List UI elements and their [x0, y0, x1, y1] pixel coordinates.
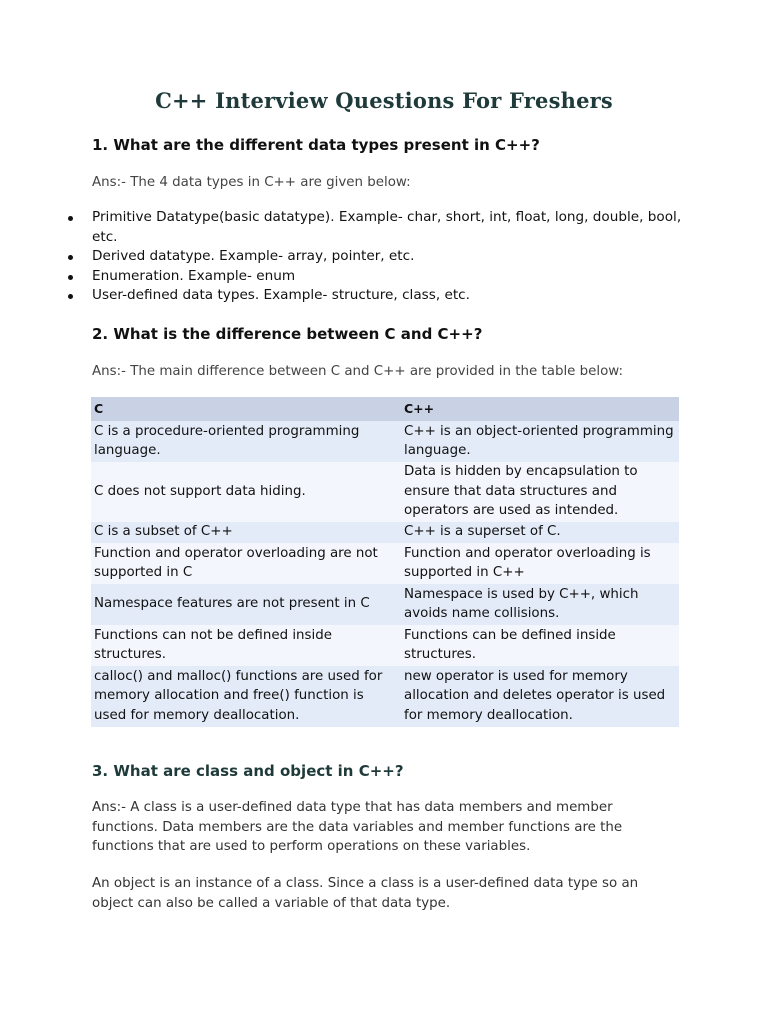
table-cell: Function and operator overloading is supported in C++ — [401, 543, 679, 584]
table-cell: Namespace is used by C++, which avoids name collisions. — [401, 584, 679, 625]
question-2-heading: 2. What is the difference between C and C++? — [92, 325, 483, 343]
column-header-cpp: C++ — [401, 397, 679, 421]
table-cell: calloc() and malloc() functions are used for memory allocation and free() function is used for memory deallocation. — [91, 666, 401, 727]
table-cell: Data is hidden by encapsulation to ensure that data structures and operators are used as intended. — [401, 462, 679, 522]
table-row — [91, 625, 679, 666]
list-item: Enumeration. Example- enum — [92, 267, 682, 287]
table-cell: C++ is an object-oriented programming language. — [401, 421, 679, 462]
table-row — [91, 584, 679, 625]
table-row — [91, 462, 679, 522]
table-cell: C++ is a superset of C. — [401, 522, 679, 543]
question-1-answer: Ans:- The 4 data types in C++ are given below: — [92, 175, 411, 190]
bullet-icon — [68, 255, 73, 260]
table-cell: Functions can not be defined inside structures. — [91, 625, 401, 666]
table-cell: Function and operator overloading are not supported in C — [91, 543, 401, 584]
data-types-list — [92, 208, 682, 306]
column-header-c: C — [91, 397, 401, 421]
table-cell: C is a subset of C++ — [91, 522, 401, 543]
table-cell: new operator is used for memory allocation and deletes operator is used for memory deallocation. — [401, 666, 679, 727]
list-item: User-defined data types. Example- structure, class, etc. — [92, 286, 682, 306]
bullet-icon — [68, 275, 73, 280]
question-3-answer-paragraph-2: An object is an instance of a class. Since a class is a user-defined data type so an object can also be called a variable of that data type. — [92, 876, 639, 911]
list-item: Primitive Datatype(basic datatype). Example- char, short, int, float, long, double, bool, etc. — [92, 208, 682, 247]
table-row — [91, 666, 679, 727]
table-cell: Namespace features are not present in C — [91, 584, 401, 625]
table-cell: C is a procedure-oriented programming language. — [91, 421, 401, 462]
question-3-heading: 3. What are class and object in C++? — [92, 762, 404, 780]
list-item: Derived datatype. Example- array, pointer, etc. — [92, 247, 682, 267]
question-3-answer-paragraph-1: Ans:- A class is a user-defined data type that has data members and member functions. Data members are the data variables and member functions are the functions that are used to perform operations on these variables. — [92, 800, 623, 854]
bullet-icon — [68, 216, 73, 221]
page-title: C++ Interview Questions For Freshers — [155, 88, 613, 113]
table-cell: C does not support data hiding. — [91, 462, 401, 522]
question-2-answer: Ans:- The main difference between C and C++ are provided in the table below: — [92, 364, 624, 379]
table-row — [91, 522, 679, 543]
comparison-table — [91, 397, 679, 727]
bullet-icon — [68, 294, 73, 299]
table-cell: Functions can be defined inside structures. — [401, 625, 679, 666]
table-header-row — [91, 397, 679, 421]
question-1-heading: 1. What are the different data types present in C++? — [92, 136, 540, 154]
table-row — [91, 421, 679, 462]
table-row — [91, 543, 679, 584]
